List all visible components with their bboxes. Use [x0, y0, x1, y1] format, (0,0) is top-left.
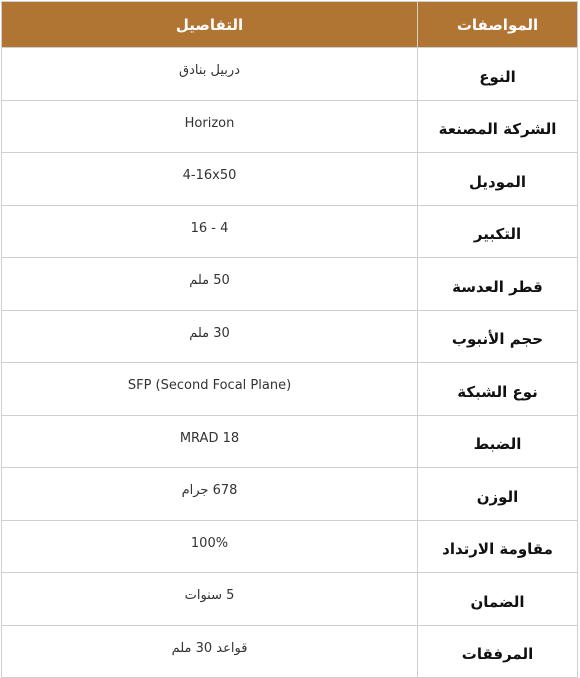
specifications-table	[1, 1, 578, 678]
table-row	[2, 625, 578, 678]
spec-value-weight: 678 جرام	[2, 468, 418, 521]
table-row	[2, 153, 578, 206]
table-row	[2, 573, 578, 626]
table-row	[2, 310, 578, 363]
spec-label-manufacturer: الشركة المصنعة	[418, 100, 578, 153]
table-row	[2, 100, 578, 153]
spec-label-weight: الوزن	[418, 468, 578, 521]
details-column-header: التفاصيل	[2, 2, 418, 48]
spec-column-header: المواصفات	[418, 2, 578, 48]
table-row	[2, 48, 578, 101]
spec-label-magnification: التكبير	[418, 205, 578, 258]
spec-label-tube-size: حجم الأنبوب	[418, 310, 578, 363]
spec-value-lens-diameter: 50 ملم	[2, 258, 418, 311]
table-row	[2, 415, 578, 468]
spec-value-magnification: 4 - 16	[2, 205, 418, 258]
table-header-row	[2, 2, 578, 48]
table-row	[2, 363, 578, 416]
table-row	[2, 205, 578, 258]
spec-label-model: الموديل	[418, 153, 578, 206]
spec-label-lens-diameter: قطر العدسة	[418, 258, 578, 311]
table-row	[2, 258, 578, 311]
spec-value-recoil-resistance: 100%	[2, 520, 418, 573]
spec-value-reticle-type: SFP (Second Focal Plane)	[2, 363, 418, 416]
spec-label-type: النوع	[418, 48, 578, 101]
spec-label-adjustment: الضبط	[418, 415, 578, 468]
spec-value-model: 4-16x50	[2, 153, 418, 206]
spec-value-type: دربيل بنادق	[2, 48, 418, 101]
spec-value-tube-size: 30 ملم	[2, 310, 418, 363]
table-row	[2, 520, 578, 573]
spec-label-reticle-type: نوع الشبكة	[418, 363, 578, 416]
spec-value-warranty: 5 سنوات	[2, 573, 418, 626]
spec-value-adjustment: 18 MRAD	[2, 415, 418, 468]
spec-label-recoil-resistance: مقاومة الارتداد	[418, 520, 578, 573]
spec-value-manufacturer: Horizon	[2, 100, 418, 153]
table-row	[2, 468, 578, 521]
spec-label-warranty: الضمان	[418, 573, 578, 626]
spec-value-accessories: قواعد 30 ملم	[2, 625, 418, 678]
spec-label-accessories: المرفقات	[418, 625, 578, 678]
